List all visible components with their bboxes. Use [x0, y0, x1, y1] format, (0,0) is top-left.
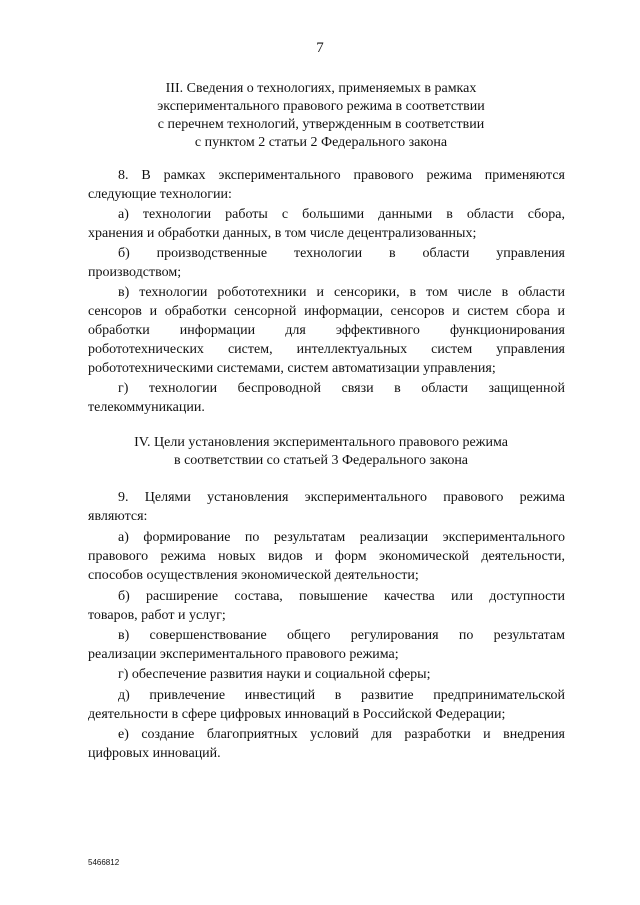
text-line: деятельности в сфере цифровых инноваций в Российской Федерации;: [88, 707, 506, 722]
paragraph-9: [88, 488, 565, 526]
paragraph-8v: [88, 283, 565, 378]
text-line: 8. В рамках экспериментального правового режима применяются: [118, 168, 565, 183]
text-line: робототехническими системами, систем автоматизации управления;: [88, 361, 496, 376]
text-line: д) привлечение инвестиций в развитие предпринимательской: [118, 688, 565, 703]
heading-line: в соответствии со статьей 3 Федерального закона: [173, 453, 469, 468]
paragraph-9a: [88, 528, 565, 585]
text-line: товаров, работ и услуг;: [88, 608, 226, 623]
text-line: производством;: [88, 265, 182, 280]
section-3-heading: [90, 80, 552, 152]
text-line: хранения и обработки данных, в том числе децентрализованных;: [88, 226, 477, 241]
text-line: в) совершенствование общего регулирования по результатам: [118, 628, 565, 643]
text-line: а) технологии работы с большими данными в области сбора,: [118, 207, 565, 222]
text-line: г) обеспечение развития науки и социальной сферы;: [118, 667, 431, 682]
section-4-heading: [90, 434, 552, 470]
text-line: цифровых инноваций.: [88, 746, 221, 761]
text-line: в) технологии робототехники и сенсорики, в том числе в области: [118, 285, 565, 300]
text-line: а) формирование по результатам реализации экспериментального: [118, 530, 565, 545]
text-line: е) создание благоприятных условий для разработки и внедрения: [118, 727, 565, 742]
text-line: телекоммуникации.: [88, 400, 205, 415]
text-line: робототехнических систем, интеллектуальных систем управления: [88, 342, 565, 357]
paragraph-9g: [88, 665, 565, 684]
heading-line: с пунктом 2 статьи 2 Федерального закона: [194, 135, 448, 150]
heading-line: IV. Цели установления экспериментального правового режима: [134, 435, 508, 450]
text-line: правового режима новых видов и форм экономической деятельности,: [88, 549, 565, 564]
text-line: следующие технологии:: [88, 187, 232, 202]
paragraph-9e: [88, 725, 565, 763]
text-line: реализации экспериментального правового режима;: [88, 647, 399, 662]
text-line: б) расширение состава, повышение качества или доступности: [118, 589, 565, 604]
paragraph-9v: [88, 626, 565, 664]
heading-line: III. Сведения о технологиях, применяемых в рамках: [165, 81, 477, 96]
text-line: г) технологии беспроводной связи в области защищенной: [118, 381, 565, 396]
paragraph-9d: [88, 686, 565, 724]
heading-line: с перечнем технологий, утвержденным в соответствии: [157, 117, 485, 132]
page-number: 7: [316, 40, 324, 56]
text-line: 9. Целями установления экспериментального правового режима: [118, 490, 565, 505]
paragraph-9b: [88, 587, 565, 625]
paragraph-8g: [88, 379, 565, 417]
text-line: сенсоров и обработки сенсорной информации, сенсоров и систем сбора и: [88, 304, 565, 319]
text-line: способов осуществления экономической деятельности;: [88, 568, 419, 583]
paragraph-8b: [88, 244, 565, 282]
paragraph-8: [88, 166, 565, 204]
text-line: обработки информации для эффективного функционирования: [88, 323, 565, 338]
heading-line: экспериментального правового режима в соответствии: [157, 99, 485, 114]
document-id: 5466812: [88, 858, 120, 867]
text-line: б) производственные технологии в области управления: [118, 246, 565, 261]
text-line: являются:: [88, 509, 148, 524]
paragraph-8a: [88, 205, 565, 243]
